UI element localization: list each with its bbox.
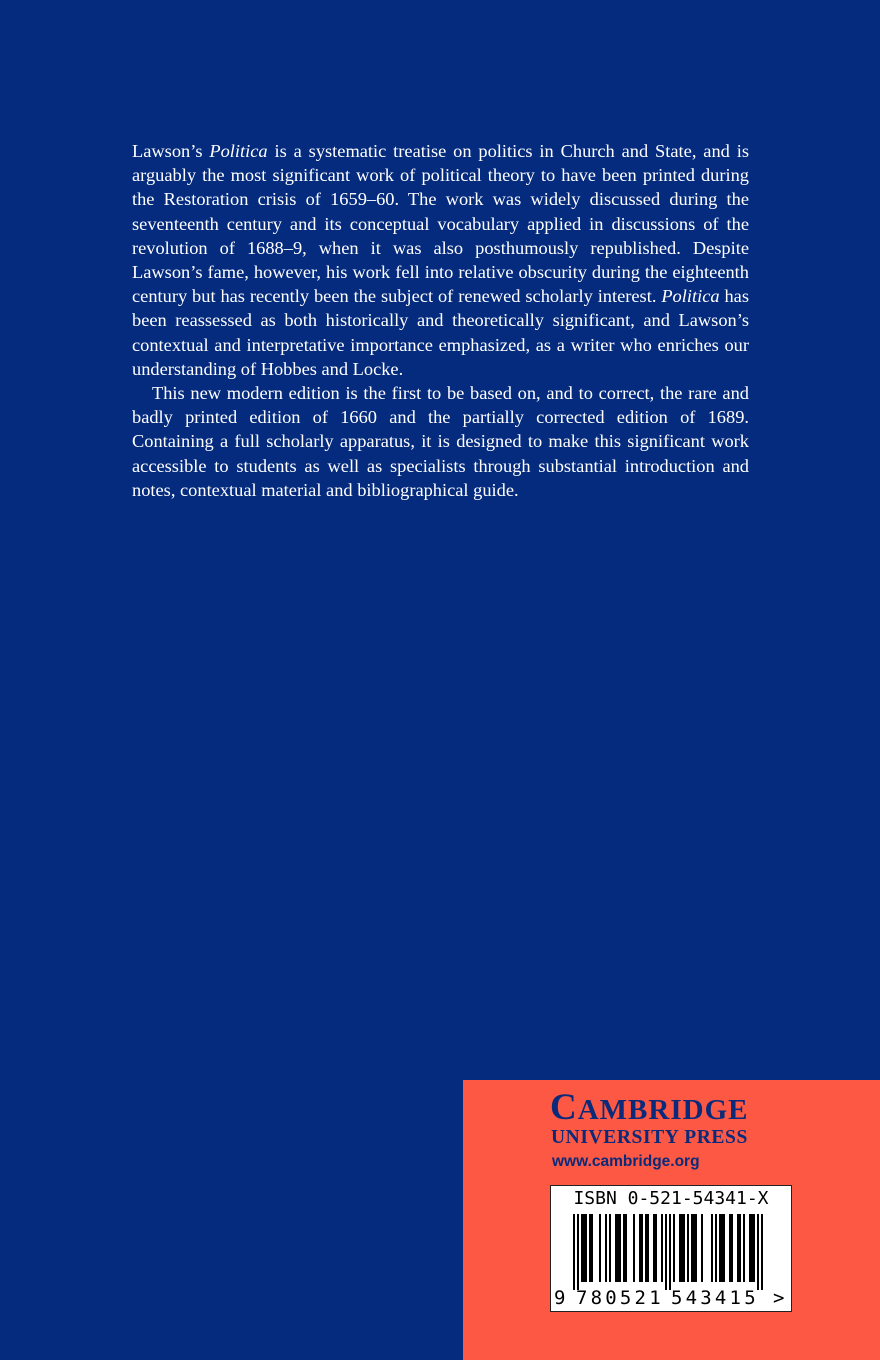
ean-right-digits: 543415 — [671, 1287, 759, 1309]
barcode-panel — [550, 1185, 792, 1312]
ean-digits — [551, 1287, 791, 1309]
barcode-bar — [623, 1214, 625, 1282]
publisher-name — [550, 1088, 748, 1130]
barcode-bar — [585, 1214, 587, 1282]
blurb-p1-text-b: is a systematic treatise on politics in Church and State, and is arguably the most significant work of political theory to have been printed during the Restoration crisis of 1659–60. The work was widely discussed during the seventeenth century and its conceptual vocabulary applied in discussions of the revolution of 1688–9, when it was also posthumously republished. Despite Lawson’s fame, however, his work fell into relative obscurity during the eighteenth century but has recently been the subject of renewed scholarly interest. — [132, 141, 749, 307]
barcode-bar — [679, 1214, 681, 1282]
barcode-bar — [711, 1214, 713, 1282]
barcode-bar — [625, 1214, 627, 1282]
barcode-bar — [633, 1214, 635, 1282]
book-title-italic-2: Politica — [661, 286, 720, 307]
barcode-bar — [665, 1214, 667, 1290]
barcode-bar — [617, 1214, 619, 1282]
barcode-bar — [743, 1214, 745, 1282]
barcode-bar — [609, 1214, 611, 1282]
back-cover-blurb — [132, 139, 749, 502]
blurb-paragraph-2: This new modern edition is the first to be based on, and to correct, the rare and badly printed edition of 1660 and the partially corrected edition of 1689. Containing a full scholarly apparatus, it is designed to make this significant work accessible to students as well as specialists through substantial introduction and notes, contextual material and bibliographical guide. — [132, 383, 749, 500]
barcode-bar — [719, 1214, 721, 1282]
barcode-bar — [661, 1214, 663, 1282]
publisher-box — [463, 1080, 880, 1360]
barcode-bar — [641, 1214, 643, 1282]
barcode-bar — [757, 1214, 759, 1290]
barcode-bar — [653, 1214, 655, 1282]
barcode-bar — [721, 1214, 723, 1282]
barcode-bar — [761, 1214, 763, 1290]
publisher-subtitle: UNIVERSITY PRESS — [551, 1127, 748, 1148]
barcode-bar — [655, 1214, 657, 1282]
barcode-bar — [695, 1214, 697, 1282]
barcode-bar — [723, 1214, 725, 1282]
barcode-bar — [751, 1214, 753, 1282]
barcode-bar — [669, 1214, 671, 1290]
barcode-bar — [583, 1214, 585, 1282]
barcode-bar — [591, 1214, 593, 1282]
barcode-bar — [673, 1214, 675, 1282]
barcode-bar — [737, 1214, 739, 1282]
barcode-bar — [687, 1214, 689, 1282]
barcode-bar — [749, 1214, 751, 1282]
ean-quiet-zone-arrow: > — [773, 1287, 785, 1309]
barcode-bar — [581, 1214, 583, 1282]
barcode-bar — [647, 1214, 649, 1282]
barcode-bar — [701, 1214, 703, 1282]
publisher-url: www.cambridge.org — [552, 1153, 700, 1170]
barcode-bar — [589, 1214, 591, 1282]
ean-first-digit: 9 — [554, 1287, 566, 1309]
ean-left-digits: 780521 — [576, 1287, 664, 1309]
publisher-name-initial: C — [550, 1087, 578, 1128]
barcode-bar — [619, 1214, 621, 1282]
blurb-paragraph-1 — [132, 139, 749, 381]
book-title-italic: Politica — [209, 141, 268, 161]
barcode-bar — [729, 1214, 731, 1282]
barcode-bar — [599, 1214, 601, 1282]
barcode-bar — [639, 1214, 641, 1282]
isbn-label: ISBN 0-521-54341-X — [573, 1188, 769, 1209]
blurb-p1-text-c: has been reassessed as both historically and theoretically significant, and Lawson’s contextual and interpretative importance emphasized, as a writer who enriches our understanding of Hobbes and Locke. — [132, 286, 749, 379]
barcode-bar — [739, 1214, 741, 1282]
blurb-p1-text-a: Lawson’s — [132, 141, 210, 161]
barcode-bar — [573, 1214, 575, 1290]
barcode-bar — [715, 1214, 717, 1282]
barcode-bar — [693, 1214, 695, 1282]
barcode-bar — [681, 1214, 683, 1282]
barcode-bar — [577, 1214, 579, 1290]
barcode-bar — [731, 1214, 733, 1282]
ean-barcode — [551, 1210, 791, 1290]
barcode-bar — [683, 1214, 685, 1282]
publisher-name-rest: AMBRIDGE — [577, 1094, 749, 1126]
barcode-bar — [753, 1214, 755, 1282]
barcode-bar — [645, 1214, 647, 1282]
barcode-bar — [615, 1214, 617, 1282]
barcode-bar — [691, 1214, 693, 1282]
barcode-bar — [605, 1214, 607, 1282]
